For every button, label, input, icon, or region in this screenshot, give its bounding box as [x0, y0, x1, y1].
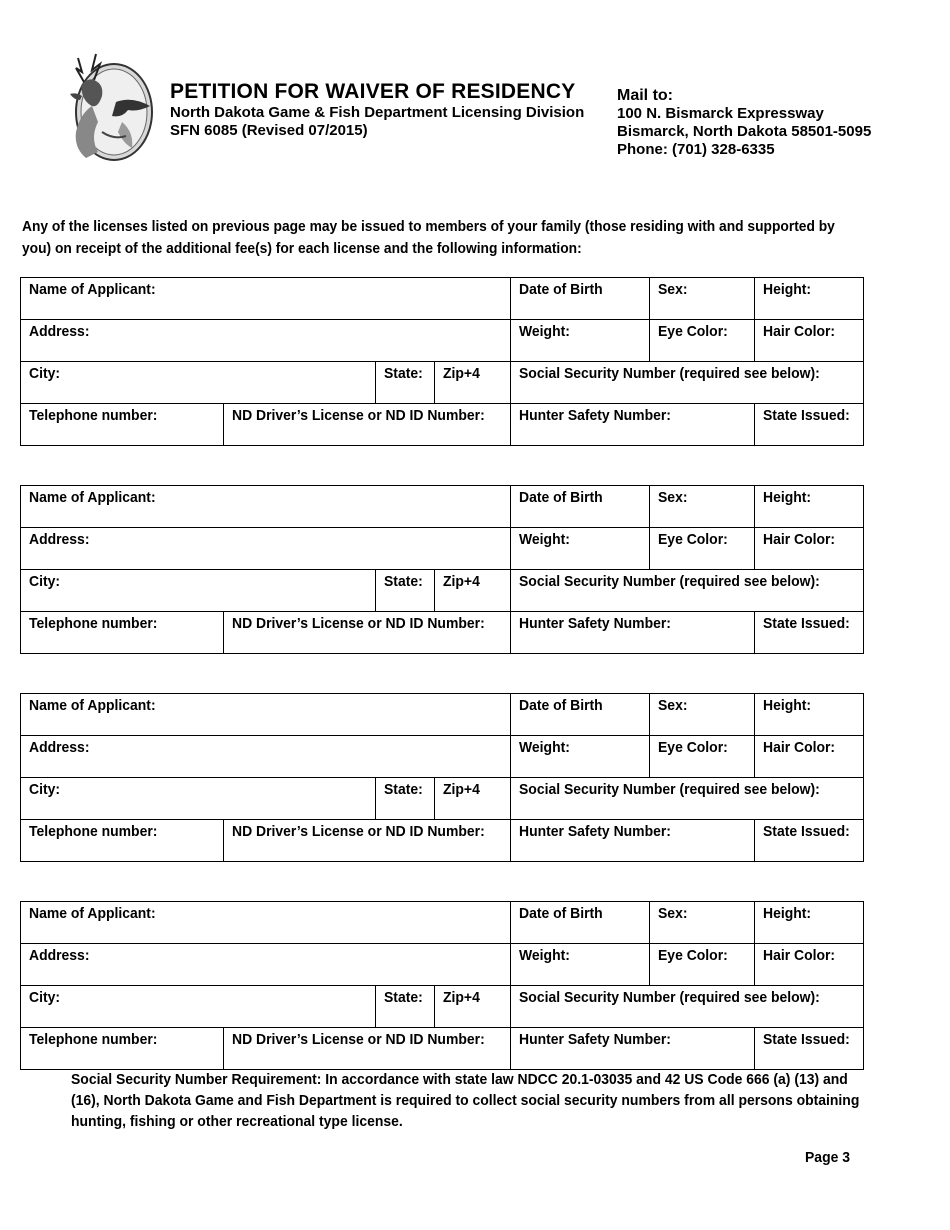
height-field[interactable] — [755, 902, 864, 944]
height-label: Height: — [763, 905, 812, 922]
zip-label: Zip+4 — [443, 365, 480, 382]
mail-to-address — [617, 86, 871, 159]
ssn-label: Social Security Number (required see below): — [519, 573, 820, 590]
form-row-1 — [21, 902, 864, 944]
hunter-safety-field[interactable] — [511, 612, 755, 654]
ssn-field[interactable] — [511, 570, 864, 612]
form-row-2 — [21, 528, 864, 570]
sex-field[interactable] — [650, 278, 755, 320]
telephone-label: Telephone number: — [29, 1031, 158, 1048]
eye-color-field[interactable] — [650, 528, 755, 570]
telephone-field[interactable] — [21, 612, 224, 654]
deer-and-bird-seal-icon — [62, 52, 158, 164]
eye-color-label: Eye Color: — [658, 323, 728, 340]
state-label: State: — [384, 365, 423, 382]
form-row-4 — [21, 820, 864, 862]
applicant-form-table-1 — [20, 277, 864, 446]
hair-color-field[interactable] — [755, 944, 864, 986]
telephone-label: Telephone number: — [29, 615, 158, 632]
state-issued-label: State Issued: — [763, 1031, 850, 1048]
nd-license-label: ND Driver’s License or ND ID Number: — [232, 407, 485, 424]
ssn-field[interactable] — [511, 986, 864, 1028]
weight-label: Weight: — [519, 947, 570, 964]
form-row-1 — [21, 486, 864, 528]
ssn-label: Social Security Number (required see below): — [519, 781, 820, 798]
form-row-1 — [21, 278, 864, 320]
form-row-2 — [21, 320, 864, 362]
height-label: Height: — [763, 489, 812, 506]
applicant-form-table-3 — [20, 693, 864, 862]
form-row-4 — [21, 1028, 864, 1070]
mail-phone: Phone: (701) 328-6335 — [617, 141, 775, 158]
weight-label: Weight: — [519, 323, 570, 340]
eye-color-label: Eye Color: — [658, 531, 728, 548]
city-field[interactable] — [21, 362, 376, 404]
telephone-label: Telephone number: — [29, 823, 158, 840]
nd-license-label: ND Driver’s License or ND ID Number: — [232, 1031, 485, 1048]
telephone-field[interactable] — [21, 404, 224, 446]
intro-paragraph: Any of the licenses listed on previous page may be issued to members of your family (those residing with and supported by you) on receipt of the additional fee(s) for each license and the following information: — [22, 218, 835, 257]
form-row-1 — [21, 694, 864, 736]
weight-field[interactable] — [511, 944, 650, 986]
state-field[interactable] — [376, 778, 435, 820]
department-name: North Dakota Game & Fish Department Licensing Division — [170, 104, 585, 121]
ssn-label: Social Security Number (required see below): — [519, 365, 820, 382]
nd-license-label: ND Driver’s License or ND ID Number: — [232, 615, 485, 632]
name-of-applicant-field[interactable] — [21, 278, 511, 320]
form-row-2 — [21, 736, 864, 778]
nd-license-field[interactable] — [224, 612, 511, 654]
state-issued-field[interactable] — [755, 612, 864, 654]
height-label: Height: — [763, 697, 812, 714]
weight-field[interactable] — [511, 528, 650, 570]
hunter-safety-label: Hunter Safety Number: — [519, 615, 671, 632]
form-row-3 — [21, 362, 864, 404]
state-issued-label: State Issued: — [763, 407, 850, 424]
date-of-birth-field[interactable] — [511, 278, 650, 320]
nd-license-field[interactable] — [224, 1028, 511, 1070]
hair-color-label: Hair Color: — [763, 323, 836, 340]
sex-label: Sex: — [658, 489, 688, 506]
page-number: Page 3 — [805, 1149, 850, 1166]
form-number: SFN 6085 (Revised 07/2015) — [170, 122, 368, 139]
mail-street: 100 N. Bismarck Expressway — [617, 105, 824, 122]
sex-label: Sex: — [658, 281, 688, 298]
ssn-field[interactable] — [511, 362, 864, 404]
telephone-label: Telephone number: — [29, 407, 158, 424]
date-of-birth-label: Date of Birth — [519, 905, 603, 922]
weight-field[interactable] — [511, 320, 650, 362]
form-row-3 — [21, 778, 864, 820]
form-row-3 — [21, 570, 864, 612]
form-row-2 — [21, 944, 864, 986]
form-row-4 — [21, 404, 864, 446]
eye-color-field[interactable] — [650, 320, 755, 362]
state-label: State: — [384, 989, 423, 1006]
address-field[interactable] — [21, 320, 511, 362]
height-field[interactable] — [755, 694, 864, 736]
name-of-applicant-field[interactable] — [21, 902, 511, 944]
name-of-applicant-label: Name of Applicant: — [29, 281, 156, 298]
form-title: PETITION FOR WAIVER OF RESIDENCY — [170, 80, 576, 103]
applicant-form-table-2 — [20, 485, 864, 654]
address-field[interactable] — [21, 528, 511, 570]
applicant-form-table-4 — [20, 901, 864, 1070]
height-label: Height: — [763, 281, 812, 298]
name-of-applicant-label: Name of Applicant: — [29, 697, 156, 714]
date-of-birth-field[interactable] — [511, 694, 650, 736]
mail-city-state-zip: Bismarck, North Dakota 58501-5095 — [617, 123, 872, 140]
address-label: Address: — [29, 947, 90, 964]
city-field[interactable] — [21, 778, 376, 820]
name-of-applicant-field[interactable] — [21, 486, 511, 528]
hunter-safety-field[interactable] — [511, 1028, 755, 1070]
address-label: Address: — [29, 323, 90, 340]
sex-field[interactable] — [650, 486, 755, 528]
address-field[interactable] — [21, 736, 511, 778]
ssn-requirement-note: Social Security Number Requirement: In accordance with state law NDCC 20.1-03035 and 42 US Code 666 (a) (13) and (16), North Dakota Game and Fish Department is required to collect social security numbers from all persons obtaining hunting, fishing or other recreational type license. — [71, 1071, 860, 1130]
ssn-field[interactable] — [511, 778, 864, 820]
weight-field[interactable] — [511, 736, 650, 778]
name-of-applicant-label: Name of Applicant: — [29, 489, 156, 506]
city-field[interactable] — [21, 986, 376, 1028]
form-header — [170, 80, 584, 140]
sex-label: Sex: — [658, 905, 688, 922]
hunter-safety-field[interactable] — [511, 820, 755, 862]
zip-label: Zip+4 — [443, 989, 480, 1006]
state-issued-label: State Issued: — [763, 615, 850, 632]
sex-field[interactable] — [650, 694, 755, 736]
address-field[interactable] — [21, 944, 511, 986]
city-label: City: — [29, 365, 61, 382]
sex-label: Sex: — [658, 697, 688, 714]
state-label: State: — [384, 781, 423, 798]
date-of-birth-label: Date of Birth — [519, 697, 603, 714]
state-issued-label: State Issued: — [763, 823, 850, 840]
nd-license-field[interactable] — [224, 404, 511, 446]
mail-to-label: Mail to: — [617, 87, 673, 104]
height-field[interactable] — [755, 278, 864, 320]
address-label: Address: — [29, 739, 90, 756]
hair-color-label: Hair Color: — [763, 531, 836, 548]
state-issued-field[interactable] — [755, 1028, 864, 1070]
zip-label: Zip+4 — [443, 573, 480, 590]
telephone-field[interactable] — [21, 820, 224, 862]
hunter-safety-field[interactable] — [511, 404, 755, 446]
hunter-safety-label: Hunter Safety Number: — [519, 407, 671, 424]
state-issued-field[interactable] — [755, 404, 864, 446]
date-of-birth-field[interactable] — [511, 486, 650, 528]
state-field[interactable] — [376, 986, 435, 1028]
hair-color-field[interactable] — [755, 320, 864, 362]
eye-color-label: Eye Color: — [658, 739, 728, 756]
eye-color-field[interactable] — [650, 736, 755, 778]
eye-color-label: Eye Color: — [658, 947, 728, 964]
hair-color-field[interactable] — [755, 528, 864, 570]
city-label: City: — [29, 781, 61, 798]
eye-color-field[interactable] — [650, 944, 755, 986]
ssn-label: Social Security Number (required see below): — [519, 989, 820, 1006]
sex-field[interactable] — [650, 902, 755, 944]
weight-label: Weight: — [519, 739, 570, 756]
state-issued-field[interactable] — [755, 820, 864, 862]
date-of-birth-label: Date of Birth — [519, 281, 603, 298]
hunter-safety-label: Hunter Safety Number: — [519, 823, 671, 840]
hunter-safety-label: Hunter Safety Number: — [519, 1031, 671, 1048]
height-field[interactable] — [755, 486, 864, 528]
state-field[interactable] — [376, 362, 435, 404]
state-field[interactable] — [376, 570, 435, 612]
hair-color-label: Hair Color: — [763, 947, 836, 964]
name-of-applicant-label: Name of Applicant: — [29, 905, 156, 922]
weight-label: Weight: — [519, 531, 570, 548]
hair-color-field[interactable] — [755, 736, 864, 778]
nd-license-field[interactable] — [224, 820, 511, 862]
zip-field[interactable] — [435, 778, 511, 820]
hair-color-label: Hair Color: — [763, 739, 836, 756]
zip-label: Zip+4 — [443, 781, 480, 798]
date-of-birth-label: Date of Birth — [519, 489, 603, 506]
name-of-applicant-field[interactable] — [21, 694, 511, 736]
city-label: City: — [29, 573, 61, 590]
form-row-3 — [21, 986, 864, 1028]
address-label: Address: — [29, 531, 90, 548]
state-label: State: — [384, 573, 423, 590]
city-label: City: — [29, 989, 61, 1006]
telephone-field[interactable] — [21, 1028, 224, 1070]
date-of-birth-field[interactable] — [511, 902, 650, 944]
nd-license-label: ND Driver’s License or ND ID Number: — [232, 823, 485, 840]
form-row-4 — [21, 612, 864, 654]
zip-field[interactable] — [435, 362, 511, 404]
city-field[interactable] — [21, 570, 376, 612]
zip-field[interactable] — [435, 570, 511, 612]
zip-field[interactable] — [435, 986, 511, 1028]
